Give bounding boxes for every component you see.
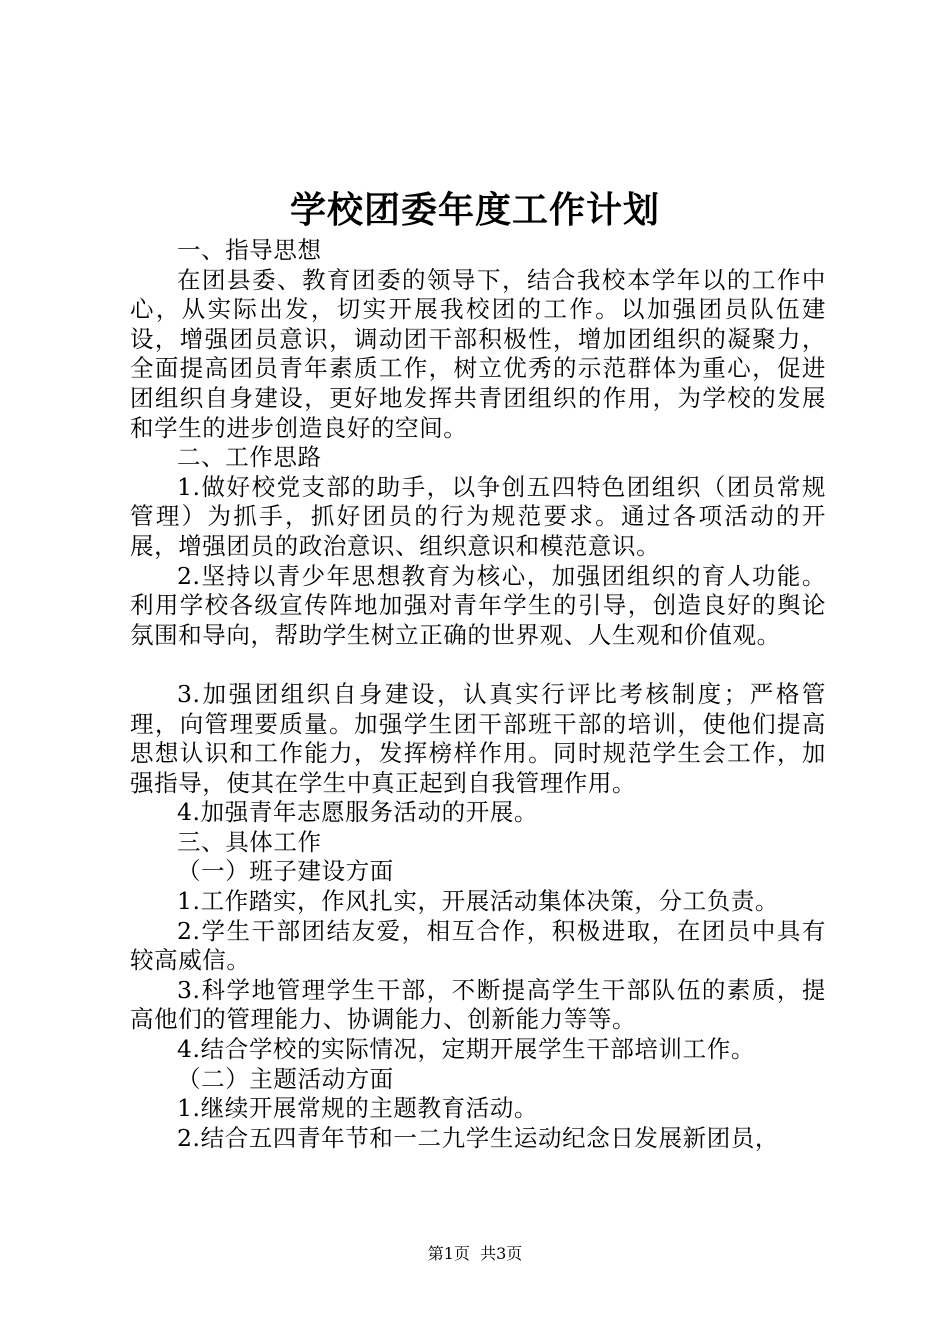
paragraph-approach-4: 4.加强青年志愿服务活动的开展。 (177, 798, 539, 827)
document-body (130, 236, 826, 1153)
page-footer (0, 1244, 950, 1264)
subheading-team-building: （一）班子建设方面 (177, 857, 394, 886)
paragraph-approach-2: 2.坚持以青少年思想教育为核心，加强团组织的育人功能。利用学校各级宣传阵地加强对青年学生的引导，创造良好的舆论氛围和导向，帮助学生树立正确的世界观、人生观和价值观。 (130, 561, 826, 649)
paragraph-activity-1: 1.继续开展常规的主题教育活动。 (177, 1094, 539, 1123)
heading-guiding-ideology: 一、指导思想 (177, 236, 322, 264)
paragraph-team-3: 3.科学地管理学生干部，不断提高学生干部队伍的素质，提高他们的管理能力、协调能力、创新能力等等。 (130, 975, 826, 1034)
document-title: 学校团委年度工作计划 (289, 189, 660, 231)
paragraph-approach-3: 3.加强团组织自身建设，认真实行评比考核制度；严格管理，向管理要质量。加强学生团干部班干部的培训，使他们提高思想认识和工作能力，发挥榜样作用。同时规范学生会工作，加强指导，使其在学生中真正起到自我管理作用。 (130, 679, 826, 797)
blank-line (130, 650, 826, 680)
paragraph-guiding-ideology: 在团县委、教育团委的领导下，结合我校本学年以的工作中心，从实际出发，切实开展我校团的工作。以加强团员队伍建设，增强团员意识，调动团干部积极性，增加团组织的凝聚力，全面提高团员青年素质工作，树立优秀的示范群体为重心，促进团组织自身建设，更好地发挥共青团组织的作用，为学校的发展和学生的进步创造良好的空间。 (130, 265, 826, 442)
paragraph-team-2: 2.学生干部团结友爱，相互合作，积极进取，在团员中具有较高威信。 (130, 916, 826, 975)
subheading-theme-activities: （二）主题活动方面 (177, 1064, 394, 1093)
page-total: 共3页 (480, 1244, 523, 1263)
paragraph-activity-2: 2.结合五四青年节和一二九学生运动纪念日发展新团员， (177, 1123, 780, 1152)
paragraph-team-4: 4.结合学校的实际情况，定期开展学生干部培训工作。 (177, 1035, 755, 1064)
paragraph-approach-1: 1.做好校党支部的助手，以争创五四特色团组织（团员常规管理）为抓手，抓好团员的行为规范要求。通过各项活动的开展，增强团员的政治意识、组织意识和模范意识。 (130, 472, 826, 560)
page-number: 第1页 (427, 1244, 470, 1263)
paragraph-team-1: 1.工作踏实，作风扎实，开展活动集体决策，分工负责。 (177, 887, 780, 916)
heading-specific-work: 三、具体工作 (177, 827, 322, 856)
heading-work-approach: 二、工作思路 (177, 443, 322, 472)
